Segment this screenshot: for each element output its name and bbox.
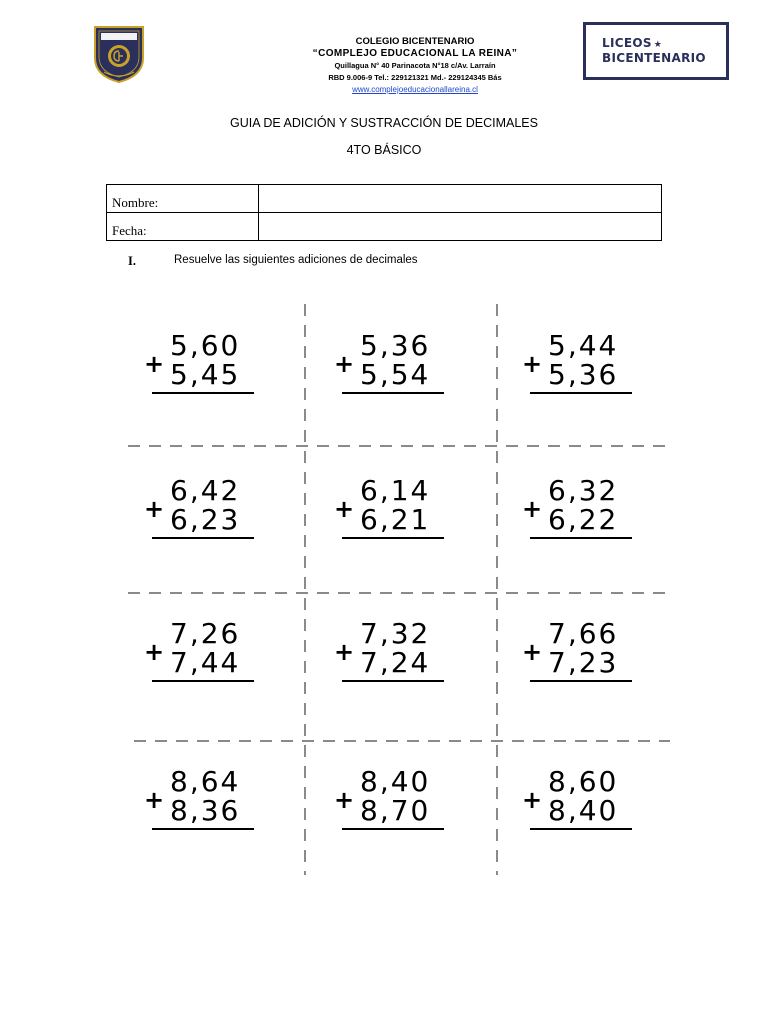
addend-top: 8,40	[360, 765, 431, 798]
addend-bottom: 5,45	[170, 358, 241, 391]
addend-bottom: 8,40	[548, 794, 619, 827]
answer-line[interactable]	[342, 828, 444, 830]
plus-sign: +	[522, 638, 543, 666]
plus-sign: +	[522, 786, 543, 814]
addend-top: 6,32	[548, 474, 619, 507]
answer-line[interactable]	[152, 537, 254, 539]
answer-line[interactable]	[342, 680, 444, 682]
addend-top: 5,60	[170, 329, 241, 362]
name-label: Nombre:	[107, 185, 259, 213]
school-name: COLEGIO BICENTENARIO	[355, 36, 475, 47]
addition-problem	[334, 618, 454, 698]
addition-problem	[144, 475, 264, 555]
addend-bottom: 7,44	[170, 646, 241, 679]
plus-sign: +	[334, 495, 355, 523]
addition-problem	[144, 618, 264, 698]
answer-line[interactable]	[342, 392, 444, 394]
addend-top: 6,42	[170, 474, 241, 507]
school-rbd-phone: RBD 9.006-9 Tel.: 229121321 Md.- 229124345 Bás	[328, 73, 502, 82]
logo-line-1: LICEOS	[602, 36, 652, 50]
addend-top: 8,60	[548, 765, 619, 798]
plus-sign: +	[144, 638, 165, 666]
addition-problem	[522, 475, 642, 555]
plus-sign: +	[334, 638, 355, 666]
addend-top: 5,44	[548, 329, 619, 362]
complex-name: “COMPLEJO EDUCACIONAL LA REINA”	[312, 48, 518, 59]
addend-bottom: 8,36	[170, 794, 241, 827]
plus-sign: +	[522, 495, 543, 523]
answer-line[interactable]	[530, 537, 632, 539]
addend-top: 5,36	[360, 329, 431, 362]
addition-problem	[522, 618, 642, 698]
addend-bottom: 6,22	[548, 503, 619, 536]
addend-top: 7,32	[360, 617, 431, 650]
addend-bottom: 5,54	[360, 358, 431, 391]
addition-problem	[522, 330, 642, 410]
addition-problem	[334, 330, 454, 410]
addition-problem	[144, 330, 264, 410]
worksheet-title: GUIA DE ADICIÓN Y SUSTRACCIÓN DE DECIMALES	[230, 116, 538, 130]
instruction-text: Resuelve las siguientes adiciones de decimales	[174, 254, 418, 266]
addend-top: 8,64	[170, 765, 241, 798]
answer-line[interactable]	[342, 537, 444, 539]
addition-problem	[334, 475, 454, 555]
worksheet-grade: 4TO BÁSICO	[346, 143, 422, 157]
school-website-link[interactable]: www.complejoeducacionallareina.cl	[352, 85, 478, 94]
school-address: Quillagua N° 40 Parinacota N°18 c/Av. Larraín	[334, 61, 496, 70]
addend-top: 6,14	[360, 474, 431, 507]
addition-problem	[334, 766, 454, 846]
addend-top: 7,66	[548, 617, 619, 650]
addend-bottom: 6,23	[170, 503, 241, 536]
addend-bottom: 8,70	[360, 794, 431, 827]
plus-sign: +	[144, 495, 165, 523]
addend-bottom: 5,36	[548, 358, 619, 391]
addend-bottom: 6,21	[360, 503, 431, 536]
answer-line[interactable]	[152, 392, 254, 394]
instruction-number: I.	[128, 254, 136, 268]
plus-sign: +	[522, 350, 543, 378]
plus-sign: +	[144, 786, 165, 814]
addition-problem	[144, 766, 264, 846]
answer-line[interactable]	[152, 828, 254, 830]
addend-bottom: 7,24	[360, 646, 431, 679]
logo-line-2: BICENTENARIO	[602, 51, 706, 65]
answer-line[interactable]	[530, 680, 632, 682]
answer-line[interactable]	[530, 828, 632, 830]
plus-sign: +	[334, 350, 355, 378]
answer-line[interactable]	[530, 392, 632, 394]
star-icon: ★	[653, 40, 663, 50]
plus-sign: +	[334, 786, 355, 814]
addition-problem	[522, 766, 642, 846]
addend-top: 7,26	[170, 617, 241, 650]
date-label: Fecha:	[107, 213, 259, 241]
answer-line[interactable]	[152, 680, 254, 682]
addend-bottom: 7,23	[548, 646, 619, 679]
plus-sign: +	[144, 350, 165, 378]
